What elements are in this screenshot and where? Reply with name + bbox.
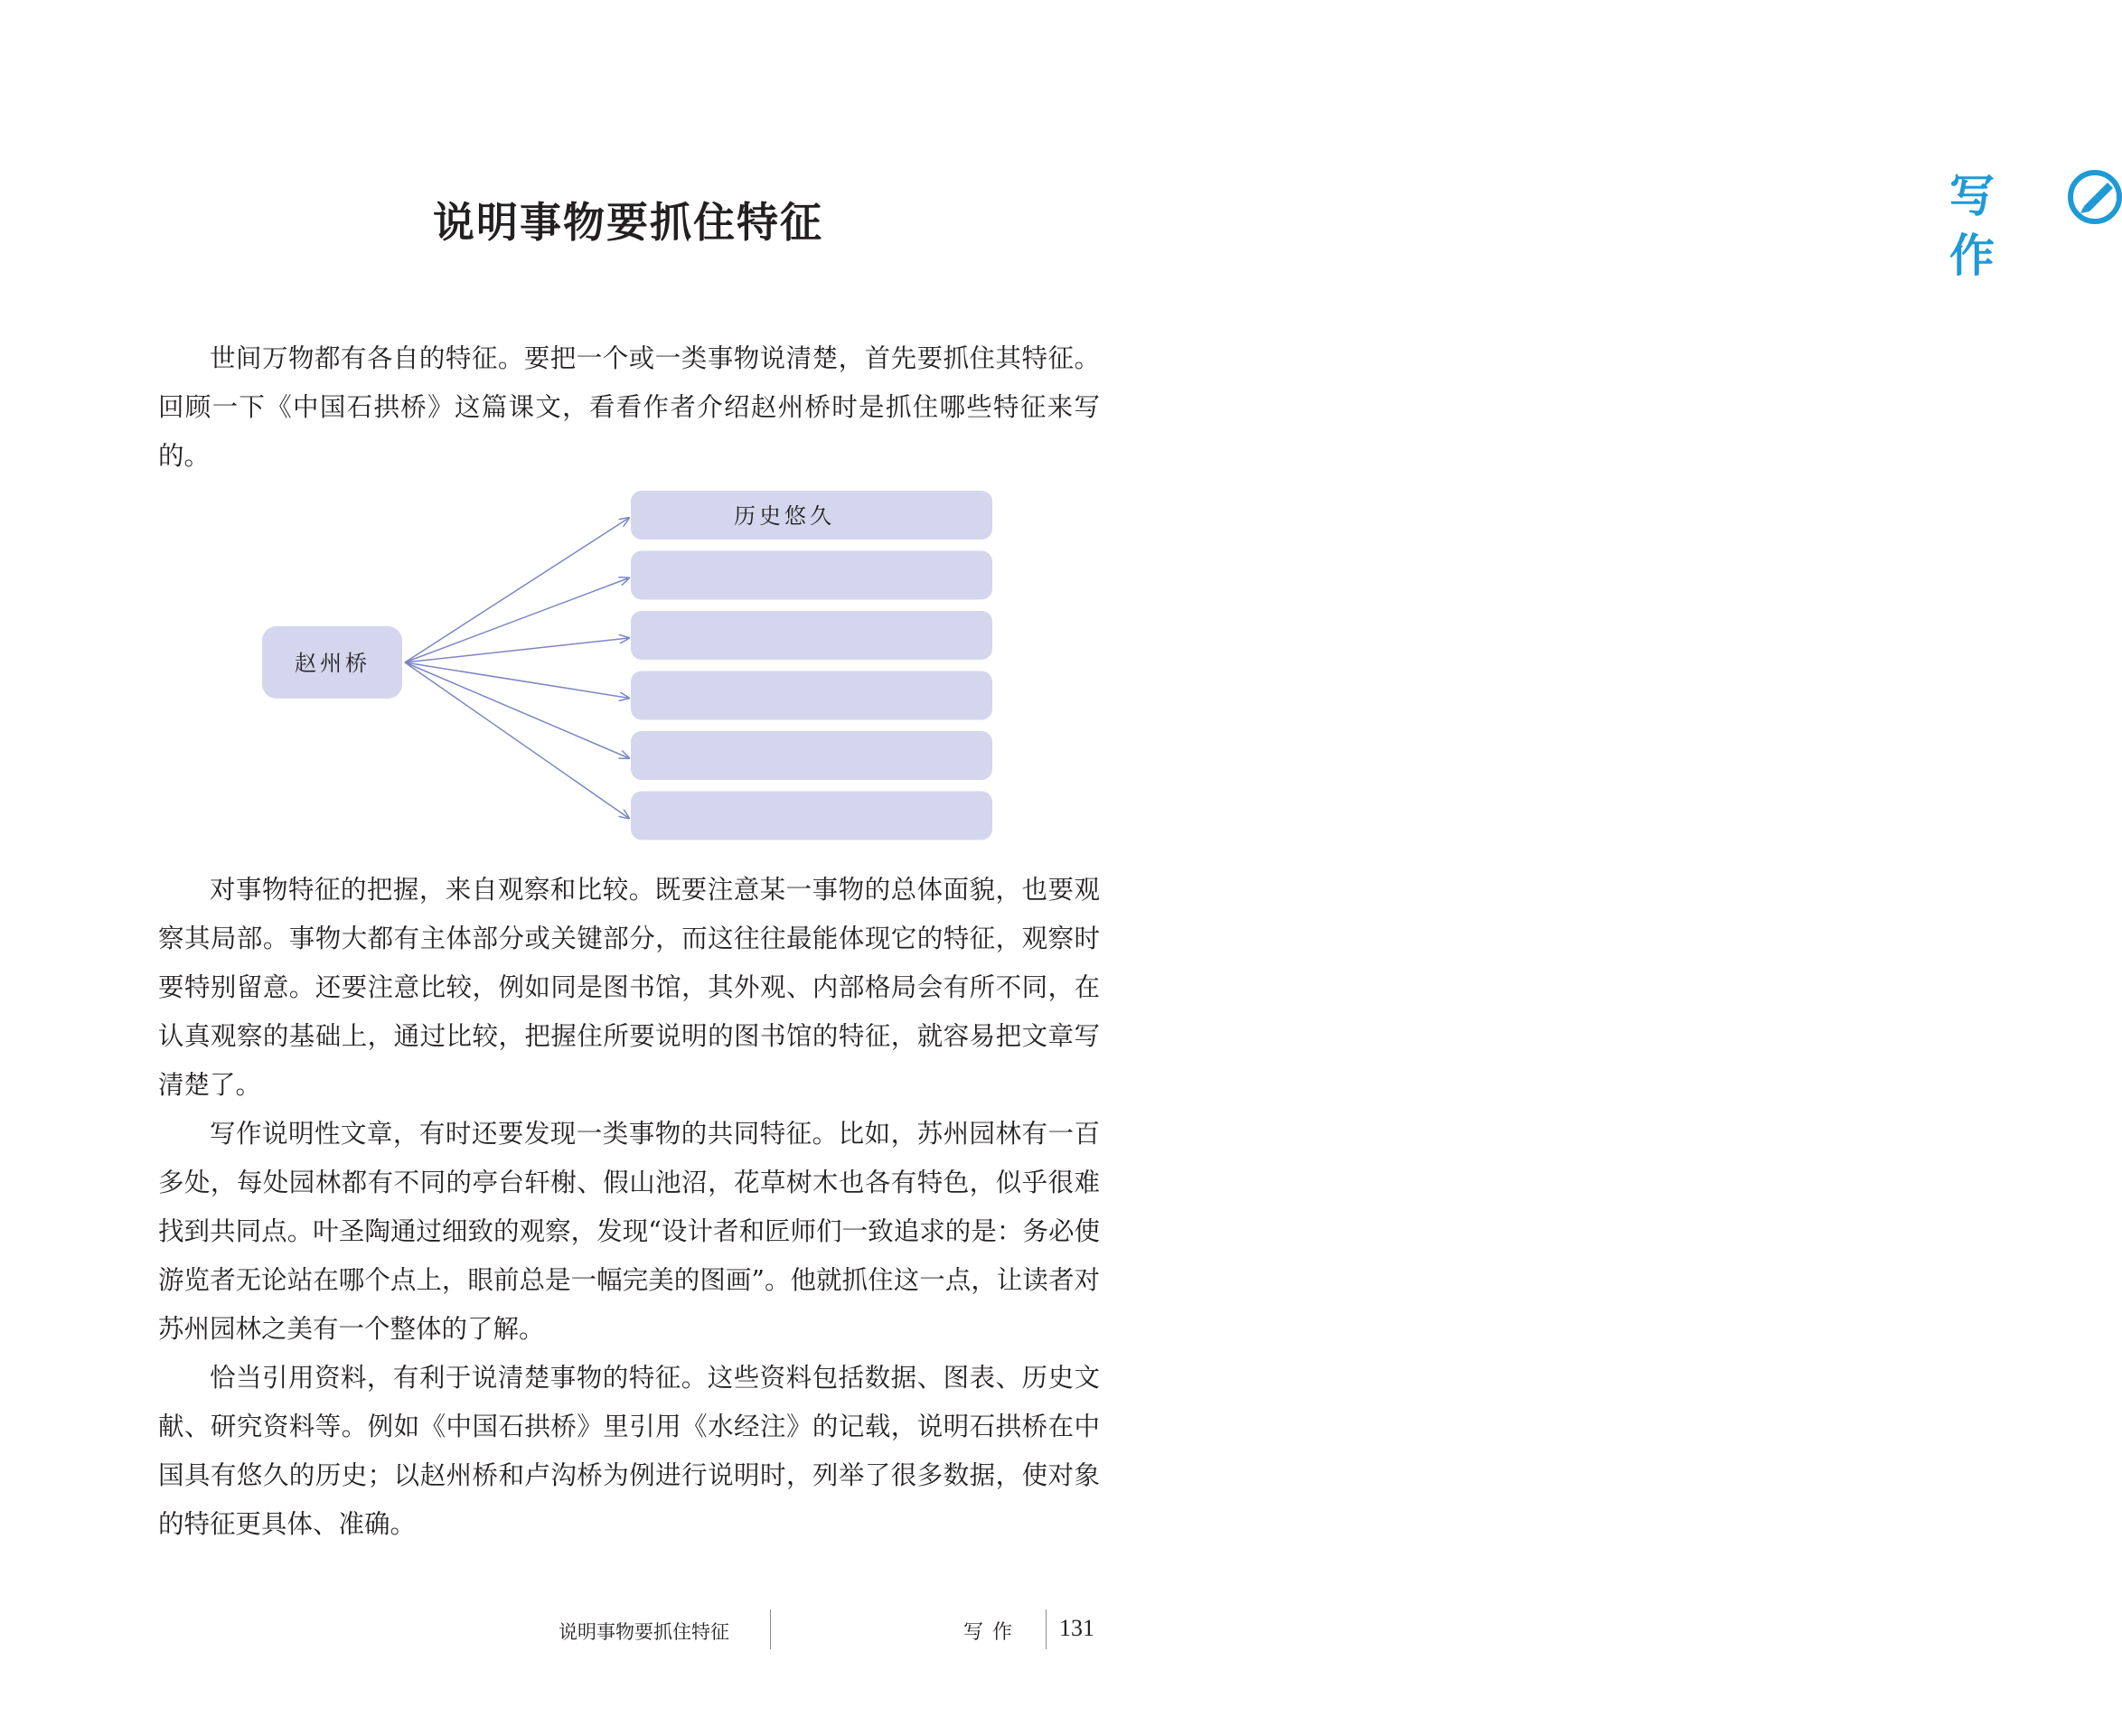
target-node [631, 671, 992, 720]
target-node [631, 792, 992, 840]
feature-diagram [258, 483, 994, 845]
target-node [631, 611, 992, 660]
paragraph-intro: 世间万物都有各自的特征。要把一个或一类事物说清楚，首先要抓住其特征。回顾一下《中国石拱桥》这篇课文，看看作者介绍赵州桥时是抓住哪些特征来写的。 [158, 343, 1100, 471]
paragraph-common-features: 写作说明性文章，有时还要发现一类事物的共同特征。比如，苏州园林有一百多处，每处园林都有不同的亭台轩榭、假山池沼，花草树木也各有特色，似乎很难找到共同点。叶圣陶通过细致的观察，发现“设计者和匠师们一致追求的是：务必使游览者无论站在哪个点上，眼前总是一幅完美的图画”。他就抓住这一点，让读者对苏州园林之美有一个整体的了解。 [158, 1119, 1100, 1344]
diagram-arrow [405, 662, 629, 758]
target-node [631, 491, 992, 540]
target-node [631, 551, 992, 600]
diagram-arrow [405, 662, 629, 819]
target-box [631, 792, 992, 840]
paragraph-references: 恰当引用资料，有利于说清楚事物的特征。这些资料包括数据、图表、历史文献、研究资料等。例如《中国石拱桥》里引用《水经注》的记载，说明石拱桥在中国具有悠久的历史；以赵州桥和卢沟桥为例进行说明时，列举了很多数据，使对象的特征更具体、准确。 [158, 1363, 1100, 1539]
paragraph-observation: 对事物特征的把握，来自观察和比较。既要注意某一事物的总体面貌，也要观察其局部。事物大都有主体部分或关键部分，而这往往最能体现它的特征，观察时要特别留意。还要注意比较，例如同是图书馆，其外观、内部格局会有所不同，在认真观察的基础上，通过比较，把握住所要说明的图书馆的特征，就容易把文章写清楚了。 [158, 875, 1100, 1100]
target-box [631, 671, 992, 720]
page-number: 131 [1059, 1615, 1094, 1641]
source-node-label: 赵州桥 [295, 651, 371, 676]
diagram-arrow [405, 662, 629, 699]
footer-running-title: 说明事物要抓住特征 [559, 1621, 729, 1643]
pen-icon [2068, 170, 2122, 224]
footer-divider [770, 1609, 771, 1649]
page-title: 说明事物要抓住特征 [433, 198, 823, 247]
section-label: 写作 [1949, 170, 1997, 282]
section-header [972, 83, 1997, 282]
footer-divider [1046, 1609, 1047, 1649]
diagram-arrows [405, 518, 629, 819]
target-node [631, 731, 992, 780]
target-box [631, 611, 992, 660]
target-label: 历史悠久 [734, 503, 835, 529]
footer-section: 写作 [963, 1621, 1022, 1644]
target-box [631, 731, 992, 780]
source-node [262, 626, 402, 699]
target-nodes [631, 491, 992, 840]
target-box [631, 551, 992, 600]
